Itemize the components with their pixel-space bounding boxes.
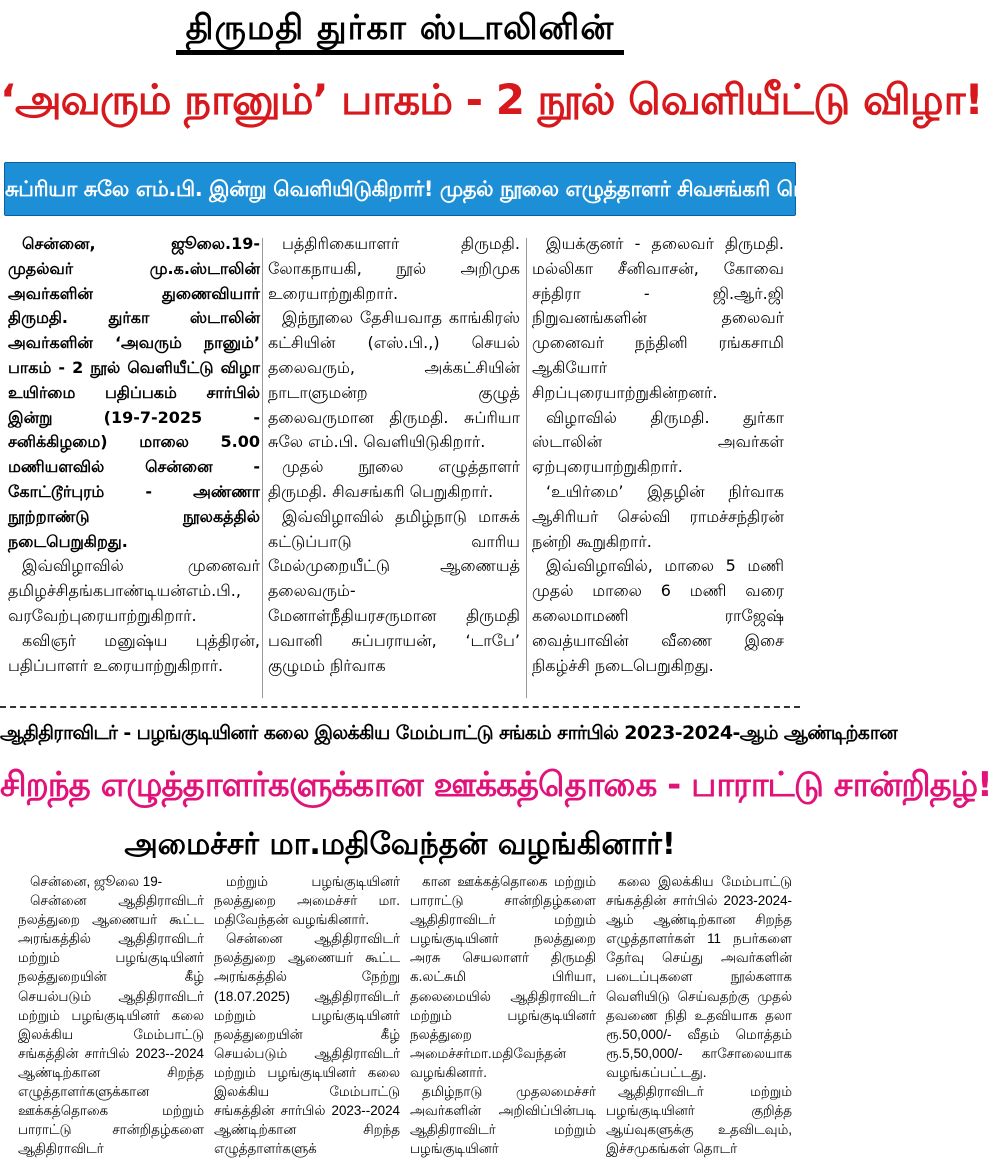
- paragraph: ‘உயிர்மை’ இதழின் நிர்வாக ஆசிரியர் செல்வி ராமச்சந்திரன் நன்றி கூறுகிறார்.: [532, 481, 784, 551]
- article2-column-2: [214, 872, 400, 1158]
- article1-column-2: [268, 232, 520, 678]
- article1-column-1: [8, 232, 260, 678]
- paragraph: கலை இலக்கிய மேம்பாட்டு சங்கத்தின் சார்பில் 2023-2024-ஆம் ஆண்டிற்கான சிறந்த எழுத்தாளர்கள் 11 நபர்களை தேர்வு செய்து அவர்களின் படைப்புகளை நூல்களாக வெளியிடு செய்வதற்கு முதல் தவணை நிதி உதவியாக தலா ரூ.50,000/- வீதம் மொத்தம் ரூ.5,50,000/- காசோலையாக வழங்கப்பட்டது.: [606, 874, 792, 1080]
- article2-headline: சிறந்த எழுத்தாளர்களுக்கான ஊக்கத்தொகை - பாராட்டு சான்றிதழ்!: [0, 765, 992, 805]
- paragraph: சென்னை, ஜூலை 19-: [30, 874, 163, 889]
- paragraph: ஆதிதிராவிடர் மற்றும் பழங்குடியினர் குறித்த ஆய்வுகளுக்கு உதவிடவும், இச்சமுகங்கள் தொடர்: [606, 1084, 792, 1157]
- article1-column-3: [532, 232, 784, 678]
- paragraph: சென்னை ஆதிதிராவிடர் நலத்துறை ஆணையர் கூட்ட அரங்கத்தில் ஆதிதிராவிடர் மற்றும் பழங்குடியினர் நலத்துறையின் கீழ் செயல்படும் ஆதிதிராவிடர் மற்றும் பழங்குடியினர் கலை இலக்கிய மேம்பாட்டு சங்கத்தின் சார்பில் 2023--2024 ஆண்டிற்கான சிறந்த எழுத்தாளர்களுக்கான ஊக்கத்தொகை மற்றும் பாராட்டு சான்றிதழ்களை ஆதிதிராவிடர்: [18, 893, 204, 1157]
- paragraph: மற்றும் பழங்குடியினர் நலத்துறை அமைச்சர் மா. மதிவேந்தன் வழங்கினார்.: [214, 874, 400, 928]
- paragraph: சென்னை, ஜூலை.19- முதல்வர் மு.க.ஸ்டாலின் அவர்களின் துணைவியார் திருமதி. துர்கா ஸ்டாலின் அவர்களின் ‘அவரும் நானும்’ பாகம் - 2 நூல் வெளியீட்டு விழா உயிர்மை பதிப்பகம் சார்பில் இன்று (19-7-2025 - சனிக்கிழமை) மாலை 5.00 மணியளவில் சென்னை - கோட்டூர்புரம் - அண்ணா நூற்றாண்டு நூலகத்தில் நடைபெறுகிறது.: [8, 234, 260, 551]
- article2-column-1: [18, 872, 204, 1158]
- paragraph: இயக்குனர் - தலைவர் திருமதி. மல்லிகா சீனிவாசன், கோவை சந்திரா - ஜி.ஆர்.ஜி நிறுவனங்களின் தலைவர் முனைவர் நந்தினி ரங்கசாமி ஆகியோர் சிறப்புரையாற்றுகின்றனர்.: [532, 234, 784, 402]
- article1-kicker: திருமதி துர்கா ஸ்டாலினின்: [0, 4, 800, 52]
- column-divider: [526, 238, 527, 698]
- article1-banner: [4, 162, 887, 216]
- paragraph: முதல் நூலை எழுத்தாளர் திருமதி. சிவசங்கரி பெறுகிறார்.: [268, 457, 520, 501]
- column-divider: [262, 238, 263, 698]
- article2-column-3: [410, 872, 596, 1158]
- article2-body: [0, 872, 800, 1157]
- paragraph: தமிழ்நாடு முதலமைச்சர் அவர்களின் அறிவிப்பின்படி ஆதிதிராவிடர் மற்றும் பழங்குடியினர்: [410, 1084, 596, 1157]
- paragraph: இவ்விழாவில், மாலை 5 மணி முதல் மாலை 6 மணி வரை கலைமாமணி ராஜேஷ் வைத்யாவின் வீணை இசை நிகழ்ச்சி நடைபெறுகிறது.: [532, 556, 784, 675]
- paragraph: பத்திரிகையாளர் திருமதி. லோகநாயகி, நூல் அறிமுக உரையாற்றுகிறார்.: [268, 234, 520, 303]
- article2-column-4: [606, 872, 792, 1158]
- article1-body: [4, 232, 796, 702]
- paragraph: இவ்விழாவில் முனைவர் தமிழச்சிதங்கபாண்டியன்எம்.பி., வரவேற்புரையாற்றுகிறார்.: [8, 556, 260, 625]
- article2-subheadline: அமைச்சர் மா.மதிவேந்தன் வழங்கினார்!: [124, 827, 676, 862]
- paragraph: சென்னை ஆதிதிராவிடர் நலத்துறை ஆணையர் கூட்ட அரங்கத்தில் நேற்று (18.07.2025) ஆதிதிராவிடர் மற்றும் பழங்குடியினர் நலத்துறையின் கீழ் செயல்படும் ஆதிதிராவிடர் மற்றும் பழங்குடியினர் கலை இலக்கிய மேம்பாட்டு சங்கத்தின் சார்பில் 2023--2024 ஆண்டிற்கான சிறந்த எழுத்தாளர்களுக்: [214, 931, 400, 1157]
- paragraph: இவ்விழாவில் தமிழ்நாடு மாசுக் கட்டுப்பாடு வாரிய மேல்முறையீட்டு ஆணையத் தலைவரும்-மேனாள்நீதியரசருமான திருமதி பவானி சுப்பராயன், ‘டாபே’ குழுமம் நிர்வாக: [268, 506, 520, 675]
- paragraph: கான ஊக்கத்தொகை மற்றும் பாராட்டு சான்றிதழ்களை ஆதிதிராவிடர் மற்றும் பழங்குடியினர் நலத்துறை அரசு செயலாளர் திருமதி க.லட்சுமி பிரியா, தலைமையில் ஆதிதிராவிடர் மற்றும் பழங்குடியினர் நலத்துறை அமைச்சர்மா.மதிவேந்தன் வழங்கினார்.: [410, 874, 596, 1080]
- article1-banner-text: சுப்ரியா சுலே எம்.பி. இன்று வெளியிடுகிறார்! முதல் நூலை எழுத்தாளர் சிவசங்கரி பெறுகிறார்!: [5, 177, 887, 201]
- article2-kicker: ஆதிதிராவிடர் - பழங்குடியினர் கலை இலக்கிய மேம்பாட்டு சங்கம் சார்பில் 2023-2024-ஆம் ஆண்டிற்கான: [0, 722, 898, 744]
- paragraph: இந்நூலை தேசியவாத காங்கிரஸ் கட்சியின் (எஸ்.பி.,) செயல் தலைவரும், அக்கட்சியின் நாடாளுமன்ற குழுத் தலைவருமான திருமதி. சுப்ரியா சுலே எம்.பி. வெளியிடுகிறார்.: [268, 308, 520, 452]
- paragraph: விழாவில் திருமதி. துர்கா ஸ்டாலின் அவர்கள் ஏற்புரையாற்றுகிறார்.: [532, 407, 784, 477]
- article-separator: [0, 706, 800, 708]
- article1-headline: ‘அவரும் நானும்’ பாகம் - 2 நூல் வெளியீட்டு விழா!: [0, 75, 983, 124]
- paragraph: கவிஞர் மனுஷ்ய புத்திரன், பதிப்பாளர் உரையாற்றுகிறார்.: [8, 630, 260, 675]
